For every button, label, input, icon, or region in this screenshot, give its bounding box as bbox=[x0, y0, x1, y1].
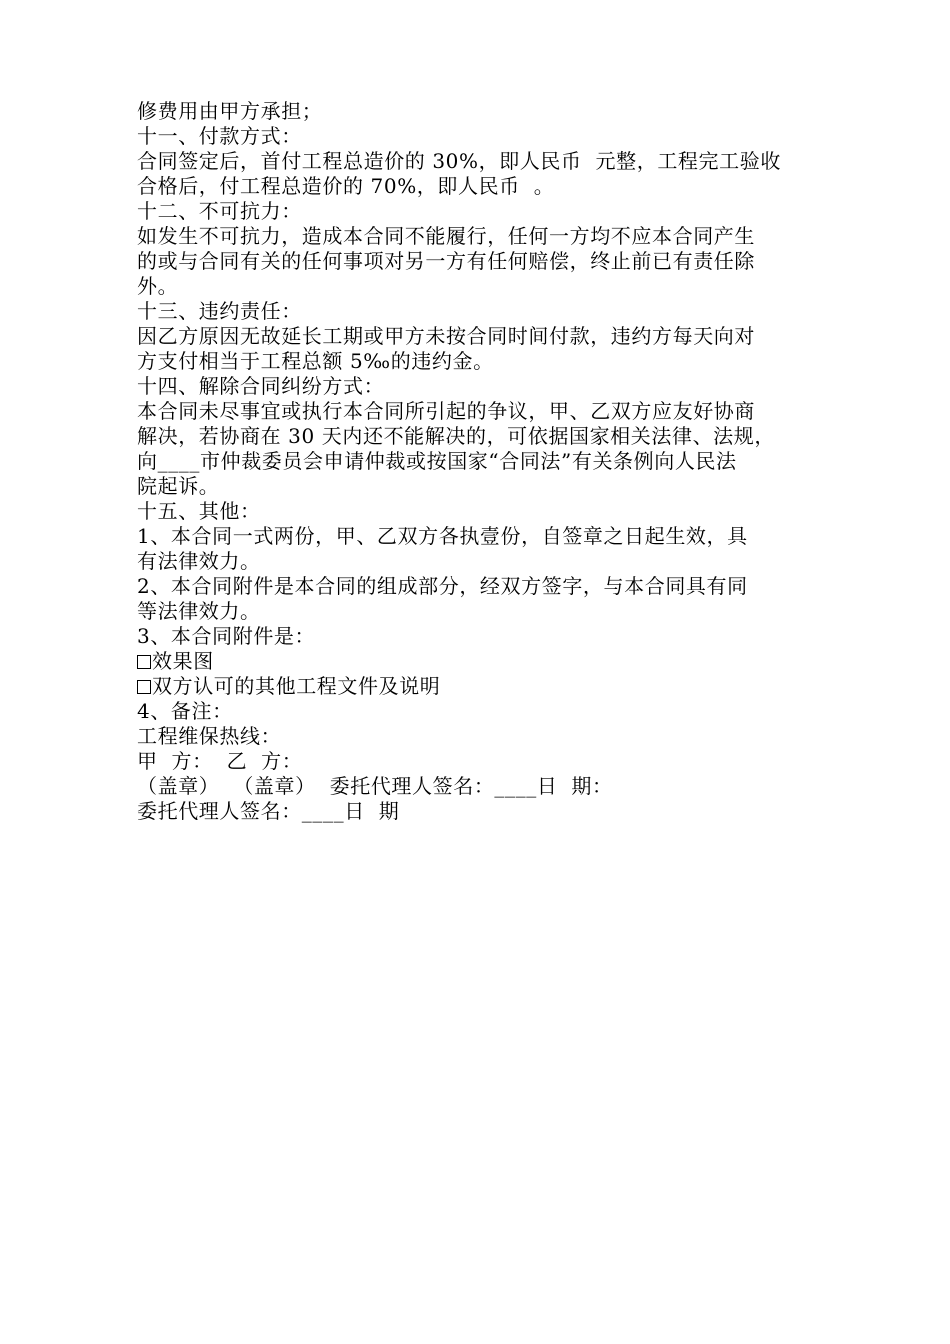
text-line: 向____市仲裁委员会申请仲裁或按国家“合同法”有关条例向人民法 bbox=[137, 449, 737, 473]
text-line: 3、本合同附件是： bbox=[137, 624, 316, 648]
text-line: 院起诉。 bbox=[137, 474, 220, 498]
text-line: 本合同未尽事宜或执行本合同所引起的争议，甲、乙双方应友好协商 bbox=[137, 399, 755, 423]
section-heading: 十二、不可抗力： bbox=[137, 199, 302, 223]
text-line: 有法律效力。 bbox=[137, 549, 261, 573]
text-line: 修费用由甲方承担； bbox=[137, 99, 323, 123]
text-line: 等法律效力。 bbox=[137, 599, 261, 623]
text-line: 合格后，付工程总造价的 70%，即人民币 。 bbox=[137, 174, 555, 198]
checkbox-icon[interactable] bbox=[137, 680, 151, 694]
text-line: 合同签定后，首付工程总造价的 30%，即人民币 元整，工程完工验收 bbox=[137, 149, 781, 173]
text-line: 如发生不可抗力，造成本合同不能履行，任何一方均不应本合同产生 bbox=[137, 224, 755, 248]
document-body bbox=[137, 99, 827, 824]
section-heading: 十三、违约责任： bbox=[137, 299, 302, 323]
attachment-item-effect-drawing bbox=[137, 649, 827, 674]
agent-signature-line: 委托代理人签名：____日 期 bbox=[137, 799, 400, 823]
text-line: 2、本合同附件是本合同的组成部分，经双方签字，与本合同具有同 bbox=[137, 574, 748, 598]
text-line: 外。 bbox=[137, 274, 179, 298]
remarks-line: 4、备注： bbox=[137, 699, 233, 723]
text-line: 的或与合同有关的任何事项对另一方有任何赔偿，终止前已有责任除 bbox=[137, 249, 755, 273]
text-line: 解决，若协商在 30 天内还不能解决的，可依据国家相关法律、法规， bbox=[137, 424, 775, 448]
text-line: 方支付相当于工程总额 5‰的违约金。 bbox=[137, 349, 494, 373]
checkbox-icon[interactable] bbox=[137, 655, 151, 669]
section-heading: 十五、其他： bbox=[137, 499, 261, 523]
seal-signature-line: （盖章） （盖章） 委托代理人签名：____日 期： bbox=[137, 774, 613, 798]
section-heading: 十四、解除合同纠纷方式： bbox=[137, 374, 385, 398]
text-line: 1、本合同一式两份，甲、乙双方各执壹份，自签章之日起生效，具 bbox=[137, 524, 748, 548]
parties-line: 甲 方： 乙 方： bbox=[137, 749, 303, 773]
attachment-item-other-documents bbox=[137, 674, 827, 699]
hotline-line: 工程维保热线： bbox=[137, 724, 282, 748]
section-heading: 十一、付款方式： bbox=[137, 124, 302, 148]
attachment-label: 双方认可的其他工程文件及说明 bbox=[152, 674, 441, 698]
text-line: 因乙方原因无故延长工期或甲方未按合同时间付款，违约方每天向对 bbox=[137, 324, 755, 348]
attachment-label: 效果图 bbox=[152, 649, 214, 673]
